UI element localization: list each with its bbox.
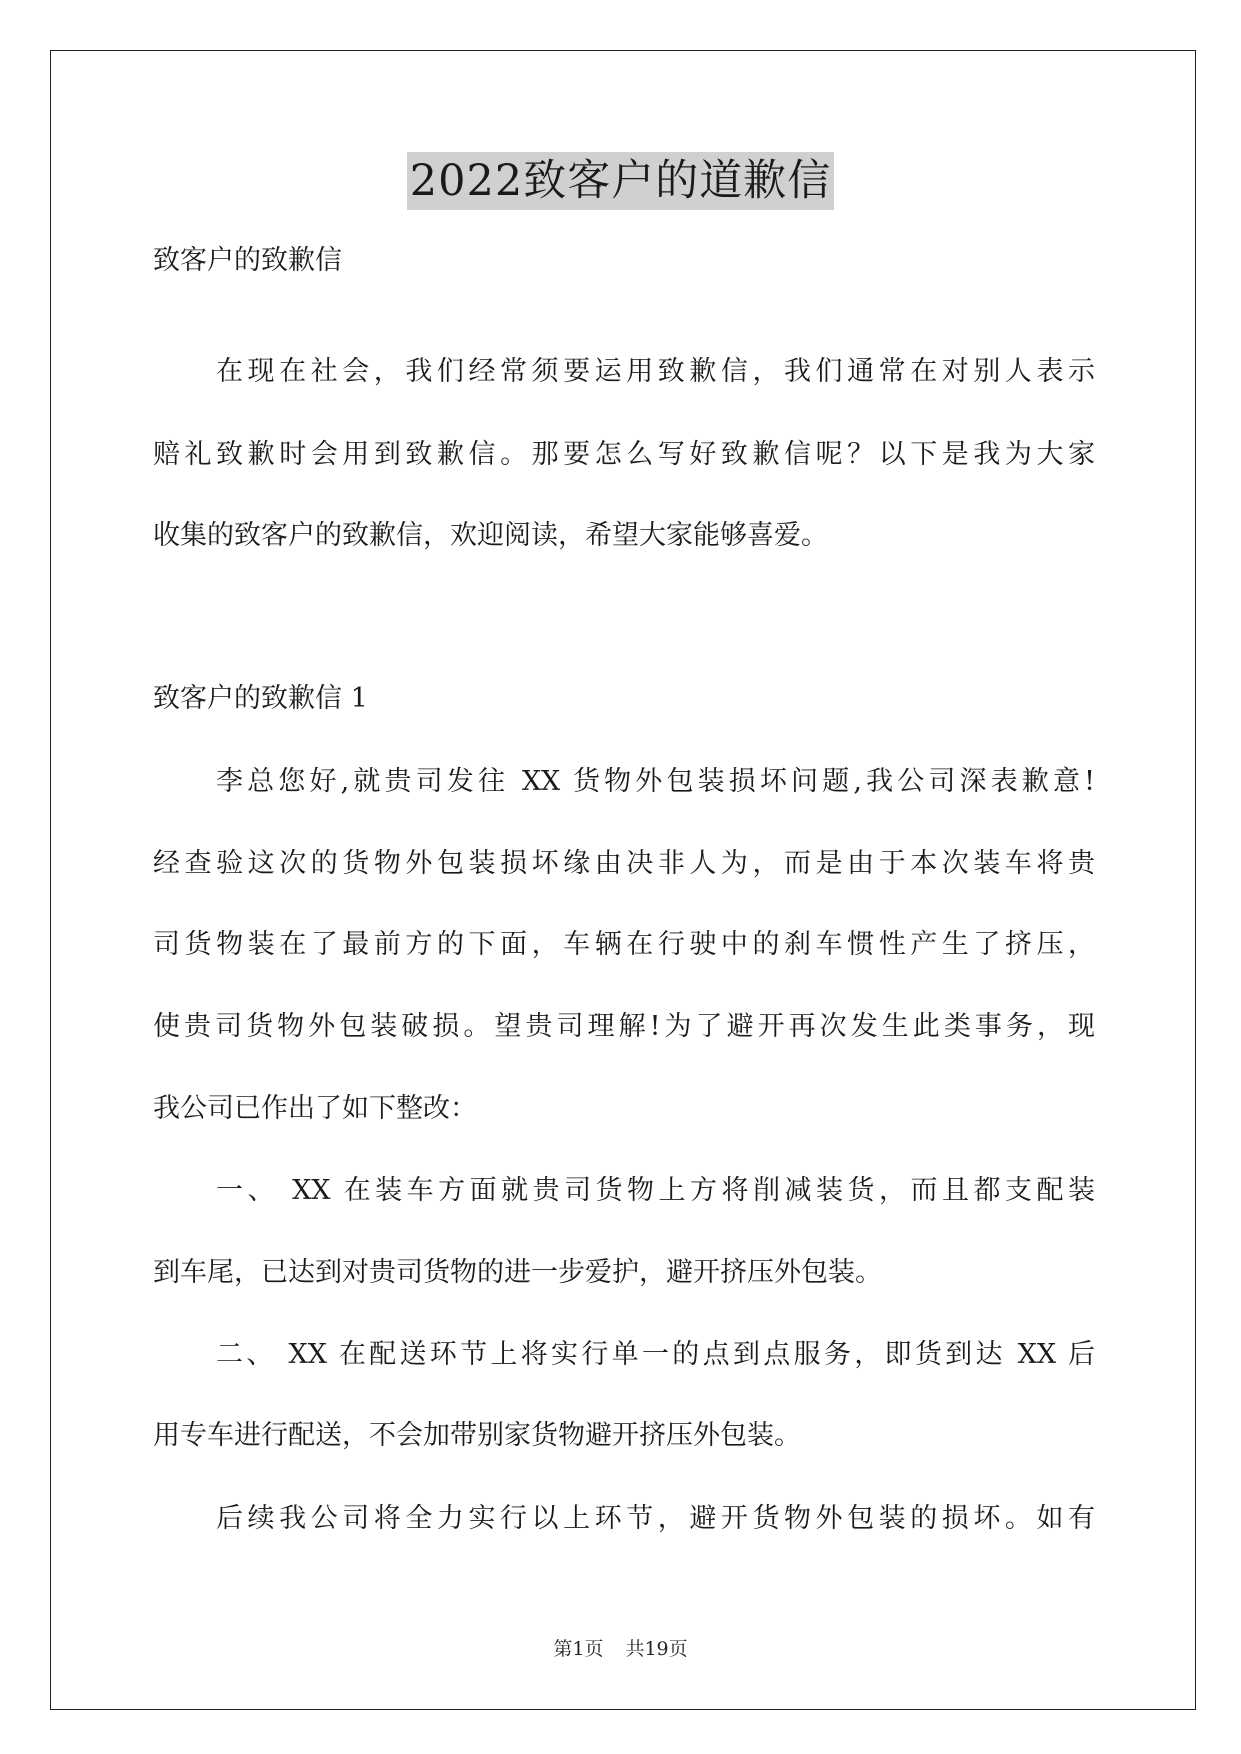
intro-line-2: 赔礼致歉时会用到致歉信。那要怎么写好致歉信呢？以下是我为大家 xyxy=(153,439,1095,470)
closing-line-1: 后续我公司将全力实行以上环节，避开货物外包装的损坏。如有 xyxy=(216,1503,1095,1534)
body-line-1: 李总您好,就贵司发往 XX 货物外包装损坏问题,我公司深表歉意! xyxy=(216,766,1095,797)
body-line-5: 我公司已作出了如下整改： xyxy=(153,1093,477,1124)
page-footer xyxy=(0,1636,1241,1662)
document-title-text: 2022致客户的道歉信 xyxy=(407,152,834,210)
page-number: 第1页 xyxy=(553,1638,604,1660)
list-item-1-line-2: 到车尾，已达到对贵司货物的进一步爱护，避开挤压外包装。 xyxy=(153,1257,882,1288)
body-line-4: 使贵司货物外包装破损。望贵司理解!为了避开再次发生此类事务，现 xyxy=(153,1011,1095,1042)
document-title xyxy=(0,152,1241,210)
list-item-2-line-1: 二、 XX 在配送环节上将实行单一的点到点服务，即货到达 XX 后 xyxy=(216,1339,1095,1370)
section-heading-1: 致客户的致歉信 1 xyxy=(153,683,368,714)
subtitle: 致客户的致歉信 xyxy=(153,245,342,276)
intro-line-3: 收集的致客户的致歉信，欢迎阅读，希望大家能够喜爱。 xyxy=(153,520,828,551)
body-line-3: 司货物装在了最前方的下面，车辆在行驶中的刹车惯性产生了挤压， xyxy=(153,929,1095,960)
intro-line-1: 在现在社会，我们经常须要运用致歉信，我们通常在对别人表示 xyxy=(216,356,1095,387)
list-item-1-line-1: 一、 XX 在装车方面就贵司货物上方将削减装货，而且都支配装 xyxy=(216,1175,1095,1206)
body-line-2: 经查验这次的货物外包装损坏缘由决非人为，而是由于本次装车将贵 xyxy=(153,848,1095,879)
list-item-2-line-2: 用专车进行配送，不会加带别家货物避开挤压外包装。 xyxy=(153,1420,801,1451)
page-total: 共19页 xyxy=(625,1638,688,1660)
